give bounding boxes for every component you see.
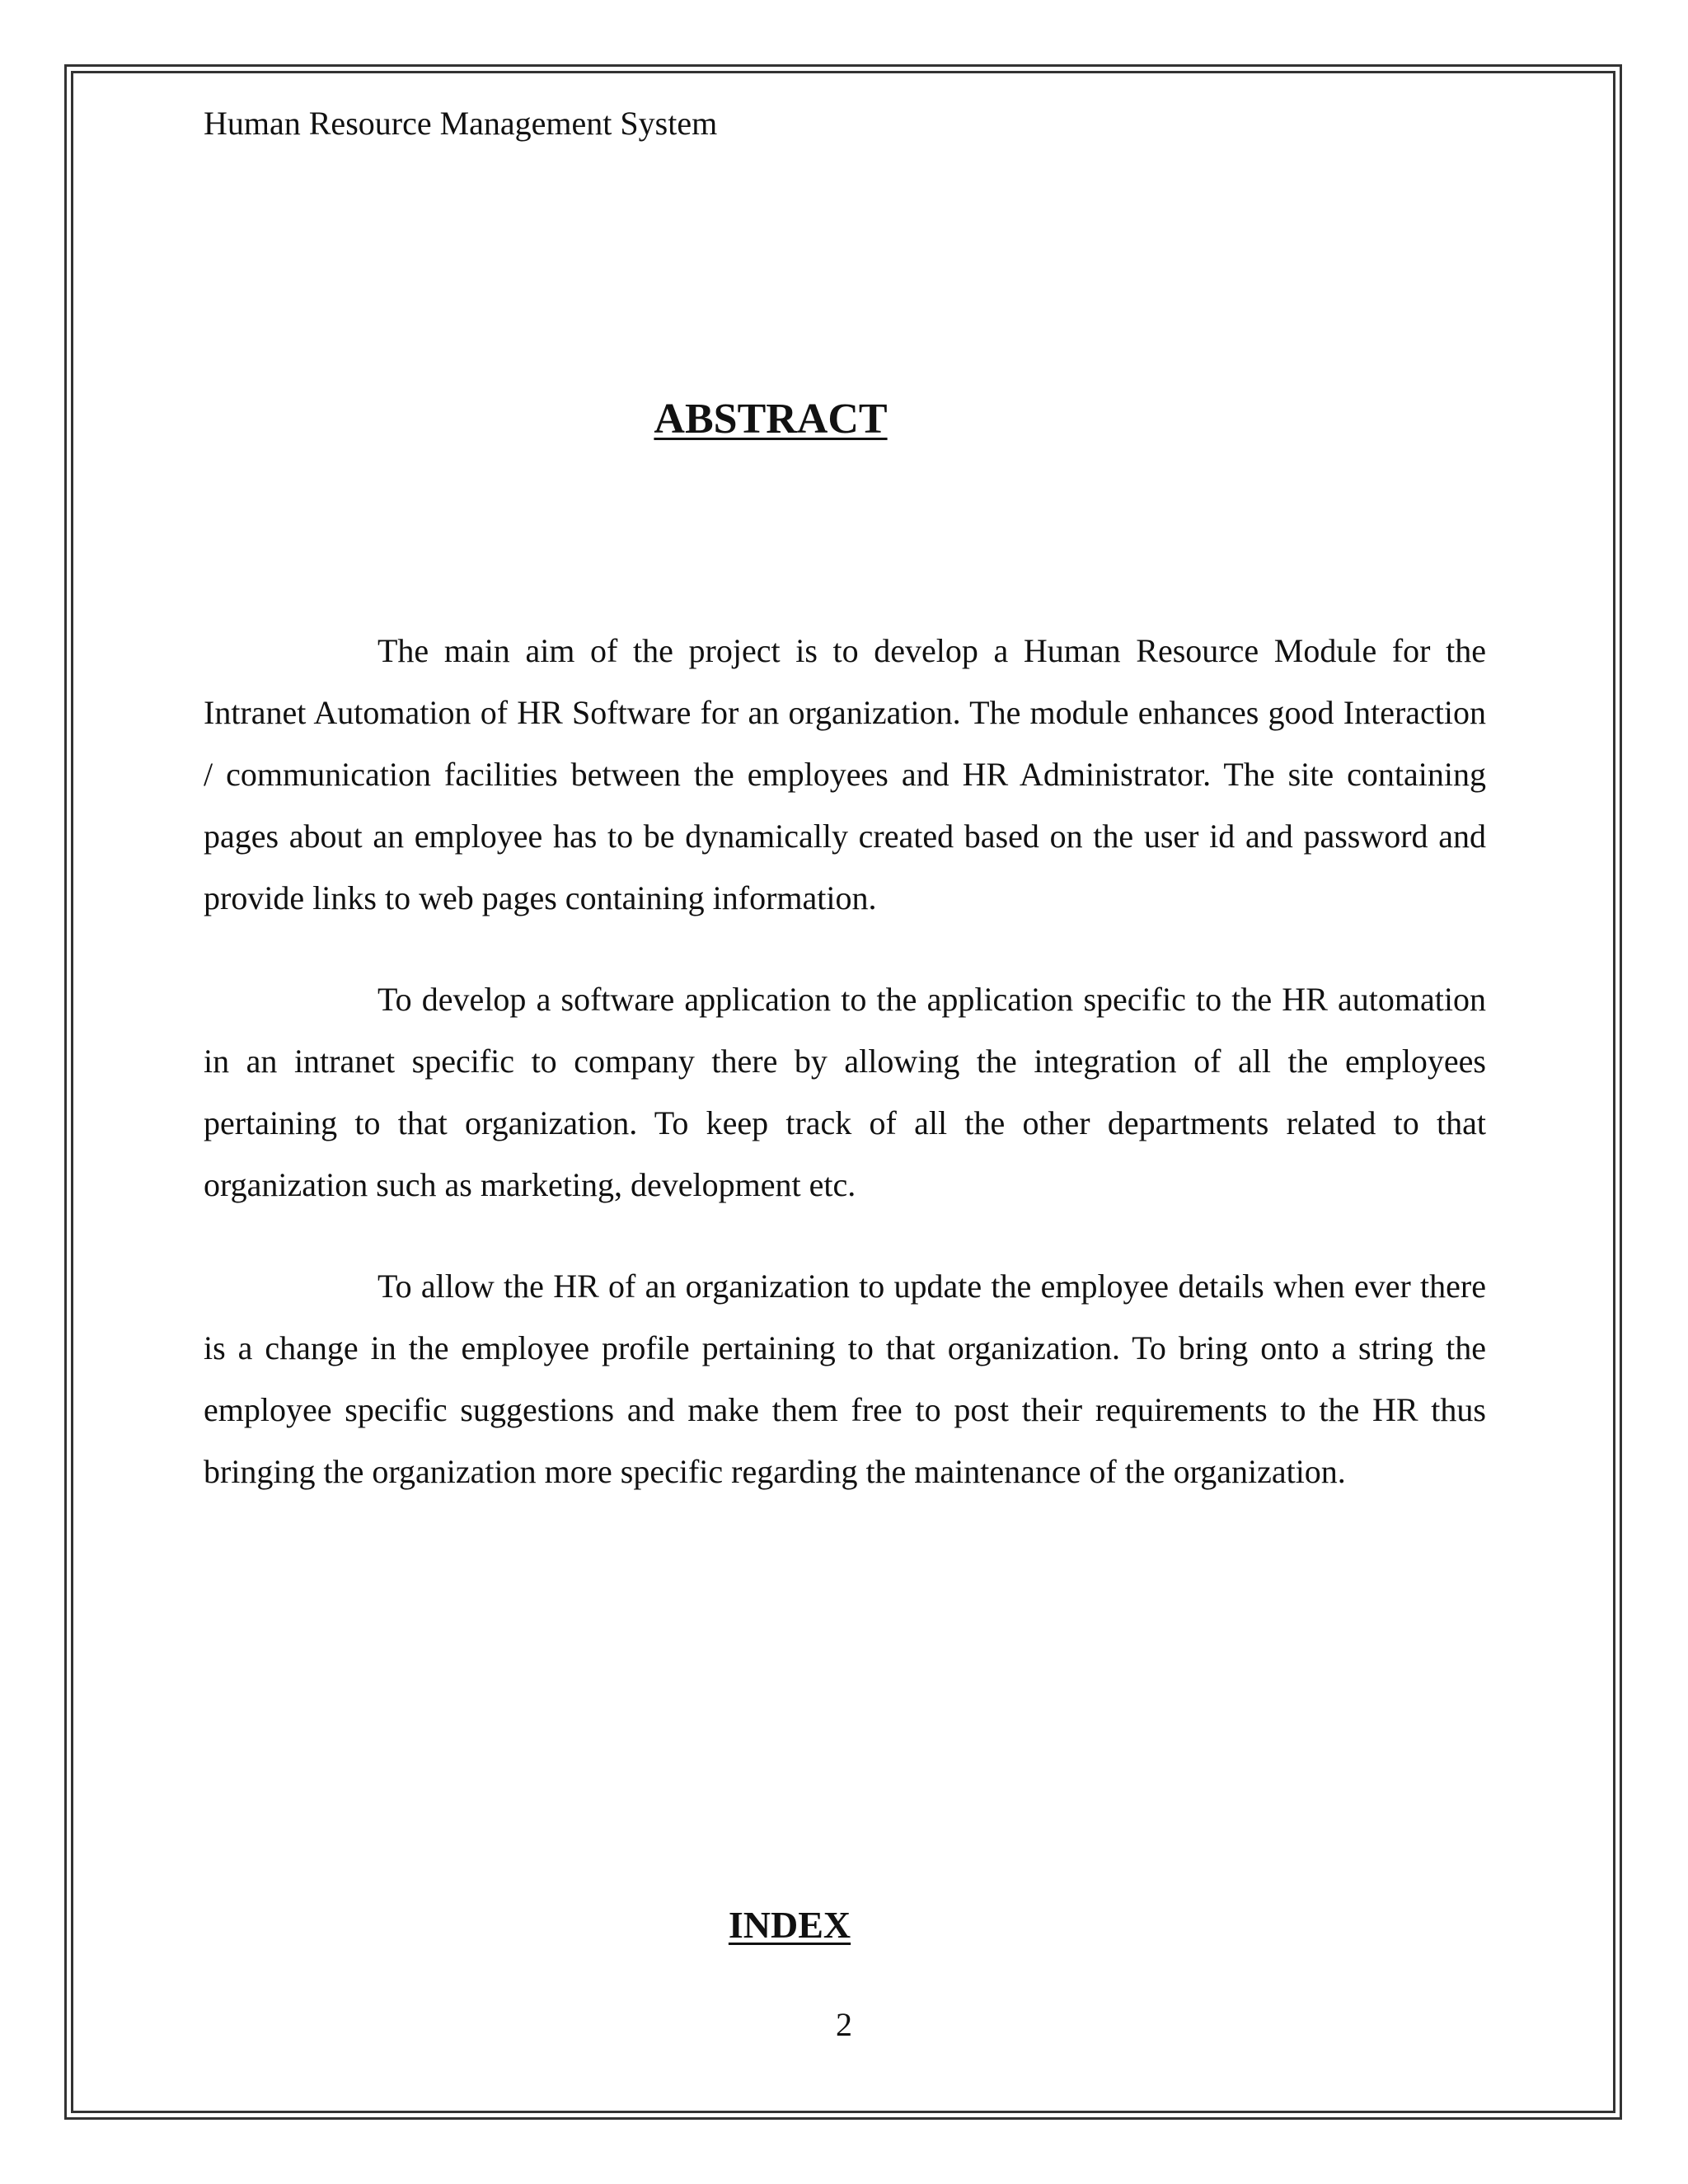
abstract-body — [204, 620, 1486, 1542]
running-header: Human Resource Management System — [204, 105, 718, 142]
abstract-paragraph: To allow the HR of an organization to update the employee details when ever there is a change in the employee profile pertaining to that organization. To bring onto a string the employee specific suggestions and make them free to post their requirements to the HR thus bringing the organization more specific regarding the maintenance of the organization. — [204, 1268, 1486, 1490]
abstract-paragraph: The main aim of the project is to develop a Human Resource Module for the Intranet Automation of HR Software for an organization. The module enhances good Interaction / communication facilities between the employees and HR Administrator. The site containing pages about an employee has to be dynamically created based on the user id and password and provide links to web pages containing information. — [204, 632, 1486, 916]
page-number: 2 — [836, 2006, 852, 2043]
abstract-paragraph: To develop a software application to the application specific to the HR automation in an intranet specific to company there by allowing the integration of all the employees pertaining to that organization. To keep track of all the other departments related to that organization such as marketing, development etc. — [204, 981, 1486, 1203]
abstract-heading: ABSTRACT — [654, 396, 888, 443]
index-heading: INDEX — [728, 1904, 851, 1946]
